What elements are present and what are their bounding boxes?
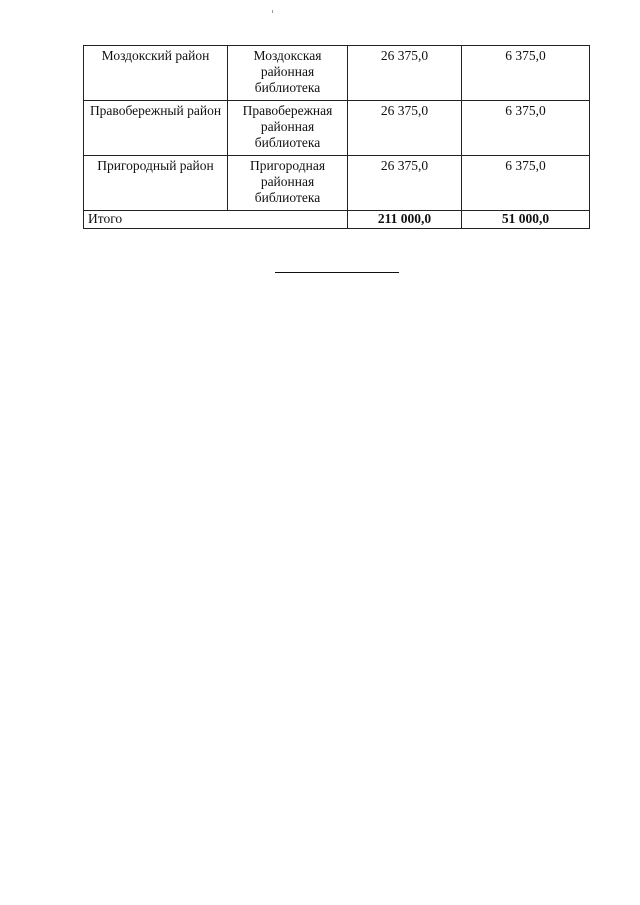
end-of-document-line bbox=[275, 272, 399, 273]
table-row bbox=[84, 156, 590, 211]
allocation-table-container bbox=[83, 45, 589, 229]
library-cell: Моздокская районная библиотека bbox=[228, 46, 348, 101]
district-cell: Правобережный район bbox=[84, 101, 228, 156]
district-cell: Пригородный район bbox=[84, 156, 228, 211]
amount-total-cell: 26 375,0 bbox=[348, 46, 462, 101]
amount-total-cell: 26 375,0 bbox=[348, 156, 462, 211]
amount-second-cell: 6 375,0 bbox=[462, 101, 590, 156]
total-row bbox=[84, 211, 590, 229]
table-row bbox=[84, 46, 590, 101]
total-amount-cell: 211 000,0 bbox=[348, 211, 462, 229]
total-amount-second-cell: 51 000,0 bbox=[462, 211, 590, 229]
table-row bbox=[84, 101, 590, 156]
district-cell: Моздокский район bbox=[84, 46, 228, 101]
allocation-table bbox=[83, 45, 590, 229]
amount-second-cell: 6 375,0 bbox=[462, 46, 590, 101]
library-cell: Правобережная районная библиотека bbox=[228, 101, 348, 156]
scan-speck bbox=[272, 10, 273, 13]
amount-second-cell: 6 375,0 bbox=[462, 156, 590, 211]
library-cell: Пригородная районная библиотека bbox=[228, 156, 348, 211]
total-label: Итого bbox=[84, 211, 348, 229]
amount-total-cell: 26 375,0 bbox=[348, 101, 462, 156]
